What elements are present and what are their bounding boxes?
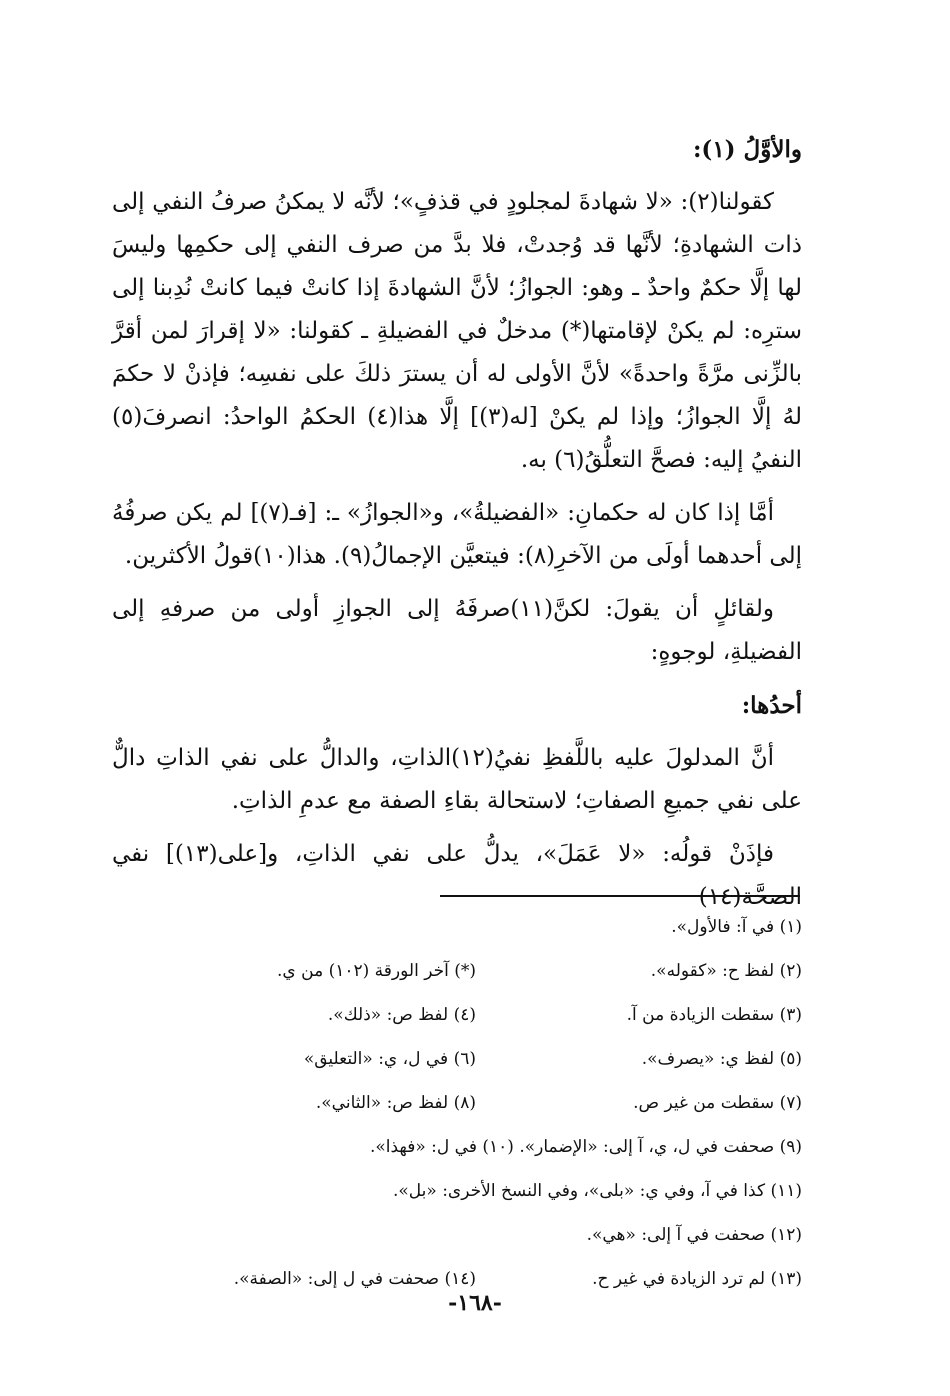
paragraph-1: كقولنا(٢): «لا شهادةَ لمجلودٍ في قذفٍ»؛ لأنَّه لا يمكنُ صرفُ النفي إلى ذات الشهادةِ؛ لأنَّها قد وُجدتْ، فلا بدَّ من صرف النفي إلى حكمِها وليسَ لها إلَّا حكمٌ واحدٌ ـ وهو: الجوازُ؛ لأنَّ الشهادةَ إذا كانتْ فيما كانتْ نُدِبنا إلى سترِه: لم يكنْ لإقامتها(*) مدخلٌ في الفضيلةِ ـ كقولنا: «لا إقرارَ لمن أقرَّ بالزِّنى مرَّةً واحدةً» لأنَّ الأولى له أن يسترَ ذلكَ على نفسِه؛ فإذنْ لا حكمَ لهُ إلَّا الجوازُ؛ وإذا لم يكنْ [له(٣)] إلَّا هذا(٤) الحكمُ الواحدُ: انصرفَ(٥) النفيُ إليه: فصحَّ التعلُّقُ(٦) به.: [112, 189, 802, 473]
footnote-12: (١٢) صحفت في آ إلى: «هي».: [586, 1225, 802, 1245]
main-text: [112, 128, 802, 929]
footnote-1: (١) في آ: فالأول».: [671, 917, 802, 937]
paragraph-4: أنَّ المدلولَ عليه باللَّفظِ نفيُ(١٢)الذاتِ، والدالُّ على نفي الذاتِ دالٌّ على نفي جميعِ الصفاتِ؛ لاستحالة بقاءِ الصفة مع عدمِ الذاتِ.: [112, 745, 802, 814]
footnote-7: (٧) سقطت من غير ص.: [633, 1093, 802, 1113]
footnote-9-10: (٩) صحفت في ل، ي، آ إلى: «الإضمار». (١٠) في ل: «فهذا».: [369, 1137, 802, 1157]
footnote-3: (٣) سقطت الزيادة من آ.: [626, 1005, 802, 1025]
footnote-divider: [440, 895, 800, 897]
paragraph-5: فإذَنْ قولُه: «لا عَمَلَ»، يدلُّ على نفي الذاتِ، و[على(١٣)] نفي الصحَّة(١٤): [112, 841, 802, 910]
footnote-2: (٢) لفظ ح: «كقوله».: [650, 961, 802, 981]
footnote-row: [150, 1081, 802, 1125]
footnote-14: (١٤) صحفت في ل إلى: «الصفة».: [233, 1269, 476, 1289]
footnote-row: [150, 993, 802, 1037]
footnote-8: (٨) لفظ ص: «الثاني».: [315, 1093, 476, 1113]
footnote-star: (*) آخر الورقة (١٠٢) من ي.: [277, 961, 476, 981]
footnote-5: (٥) لفظ ي: «يصرف».: [641, 1049, 802, 1069]
footnotes: [150, 905, 802, 1301]
paragraph-2: أمَّا إذا كان له حكمانِ: «الفضيلةُ»، و«الجوازُ» ـ: [فـ(٧)] لم يكن صرفُهُ إلى أحدهما أولَى من الآخرِ(٨): فيتعيَّن الإجمالُ(٩). هذا(١٠)قولُ الأكثرين.: [112, 500, 802, 569]
footnote-row: [150, 905, 802, 949]
section-heading: والأوَّلُ (١):: [692, 136, 802, 163]
footnote-13: (١٣) لم ترد الزيادة في غير ح.: [592, 1269, 802, 1289]
footnote-6: (٦) في ل، ي: «التعليق»: [303, 1049, 476, 1069]
footnote-row: [150, 949, 802, 993]
page-number: -١٦٨-: [448, 1290, 502, 1316]
paragraph-3: ولقائلٍ أن يقولَ: لكنَّ(١١)صرفَهُ إلى الجوازِ أولى من صرفهِ إلى الفضيلةِ، لوجوهٍ:: [112, 596, 802, 665]
footnote-row: [150, 1037, 802, 1081]
footnote-11: (١١) كذا في آ، وفي ي: «بلى»، وفي النسخ الأخرى: «بل».: [392, 1181, 802, 1201]
footnote-4: (٤) لفظ ص: «ذلك».: [327, 1005, 476, 1025]
subheading-first: أحدُها:: [741, 692, 802, 719]
